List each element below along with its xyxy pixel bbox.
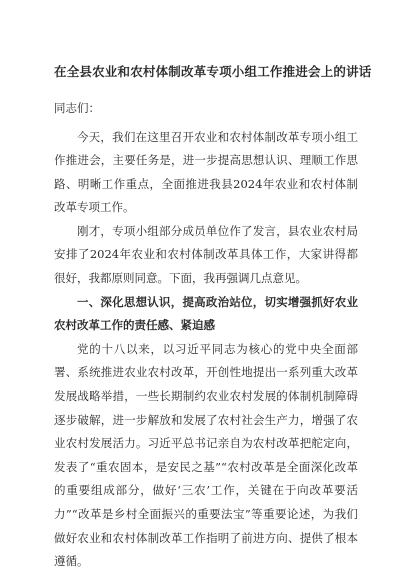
document-title: 在全县农业和农村体制改革专项小组工作推进会上的讲话 — [54, 64, 372, 79]
section-heading: 一、深化思想认识，提高政治站位，切实增强抓好农业农村改革工作的责任感、紧迫感 — [54, 294, 358, 333]
salutation: 同志们： — [54, 101, 100, 116]
paragraph-section-body: 党的十八以来，以习近平同志为核心的党中央全面部署、系统推进农业农村改革，开创性地提出一系列重大改革发展战略举措，一些长期制约农业农村发展的体制机制障碍逐步破解，进一步解放和发展了农村社会生产力，增强了农业农村发展活力。习近平总书记亲自为农村改革把舵定向，发表了“重农固本，是安民之基”“农村改革是全面深化改革的重要组成部分，做好‘三农’工作，关键在于向改革要活力”“改革是乡村全面振兴的重要法宝”等重要论述，为我们做好农业和农村体制改革工作指明了前进方向、提供了根本遵循。 — [54, 341, 358, 569]
paragraph-remarks: 刚才，专项小组部分成员单位作了发言，县农业农村局安排了2024年农业和农村体制改革具体工作，大家讲得都很好，我都原则同意。下面，我再强调几点意见。 — [54, 223, 358, 286]
paragraph-opening: 今天，我们在这里召开农业和农村体制改革专项小组工作推进会，主要任务是，进一步提高思想认识、理顺工作思路、明晰工作重点，全面推进我县2024年农业和农村体制改革专项工作。 — [54, 129, 358, 215]
